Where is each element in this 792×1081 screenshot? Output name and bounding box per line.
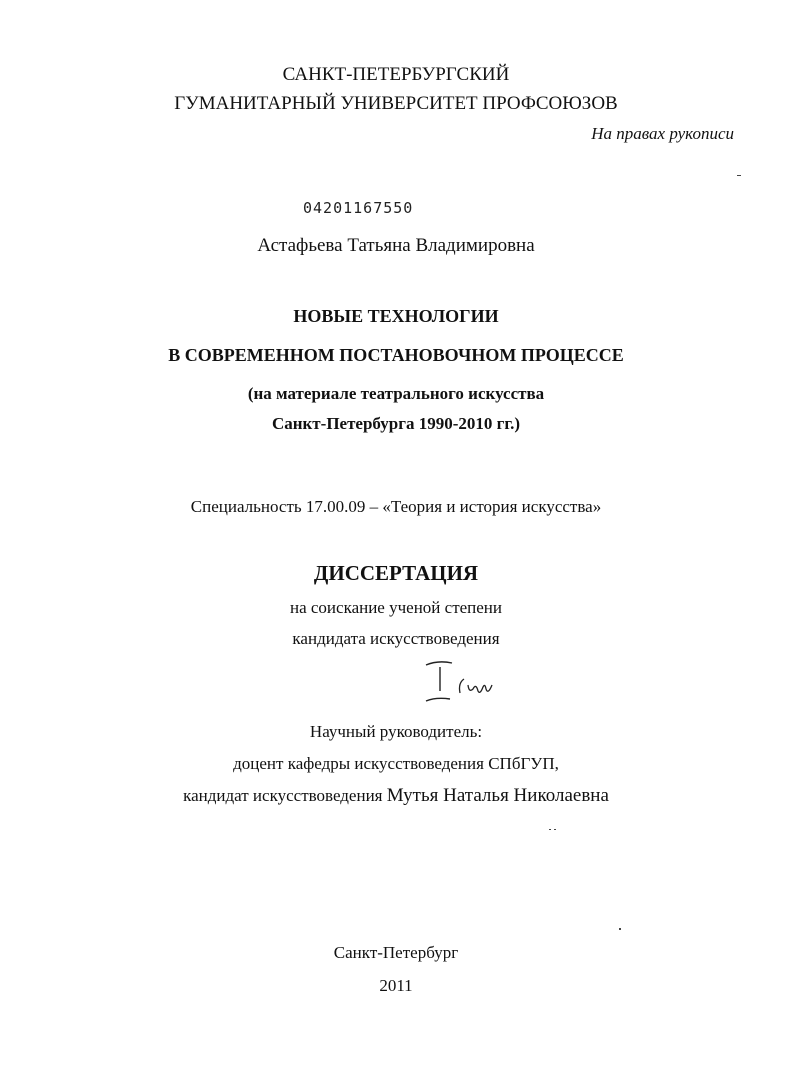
manuscript-note: На правах рукописи [591,124,734,143]
university-name-line2: ГУМАНИТАРНЫЙ УНИВЕРСИТЕТ ПРОФСОЮЗОВ [174,93,618,114]
title-line1: НОВЫЕ ТЕХНОЛОГИИ [293,306,499,326]
scan-speck [554,829,556,830]
catalog-number: 04201167550 [303,199,414,217]
year: 2011 [379,976,413,995]
signature [420,655,510,713]
title-line2: В СОВРЕМЕННОМ ПОСТАНОВОЧНОМ ПРОЦЕССЕ [168,345,624,365]
supervisor-line [0,785,792,807]
subtitle-line2: Санкт-Петербурга 1990-2010 гг.) [271,414,521,433]
supervisor-label: Научный руководитель: [309,722,483,741]
supervisor-position: доцент кафедры искусствоведения СПбГУП, [233,754,559,773]
supervisor-name: Мутья Наталья Николаевна [386,785,609,806]
subtitle-line1: (на материале театрального искусства [247,384,545,403]
scan-speck [737,175,741,176]
scan-speck [619,928,621,930]
scan-speck [549,829,551,830]
university-name-line1: САНКТ-ПЕТЕРБУРГСКИЙ [282,64,510,85]
degree-line2: кандидата искусствоведения [292,629,500,648]
city: Санкт-Петербург [333,943,459,962]
supervisor-degree: кандидат искусствоведения [183,786,383,805]
work-type-heading: ДИССЕРТАЦИЯ [313,561,479,585]
degree-line1: на соискание ученой степени [289,598,503,617]
author-name: Астафьева Татьяна Владимировна [257,235,535,256]
specialty: Специальность 17.00.09 – «Теория и история искусства» [190,497,602,516]
